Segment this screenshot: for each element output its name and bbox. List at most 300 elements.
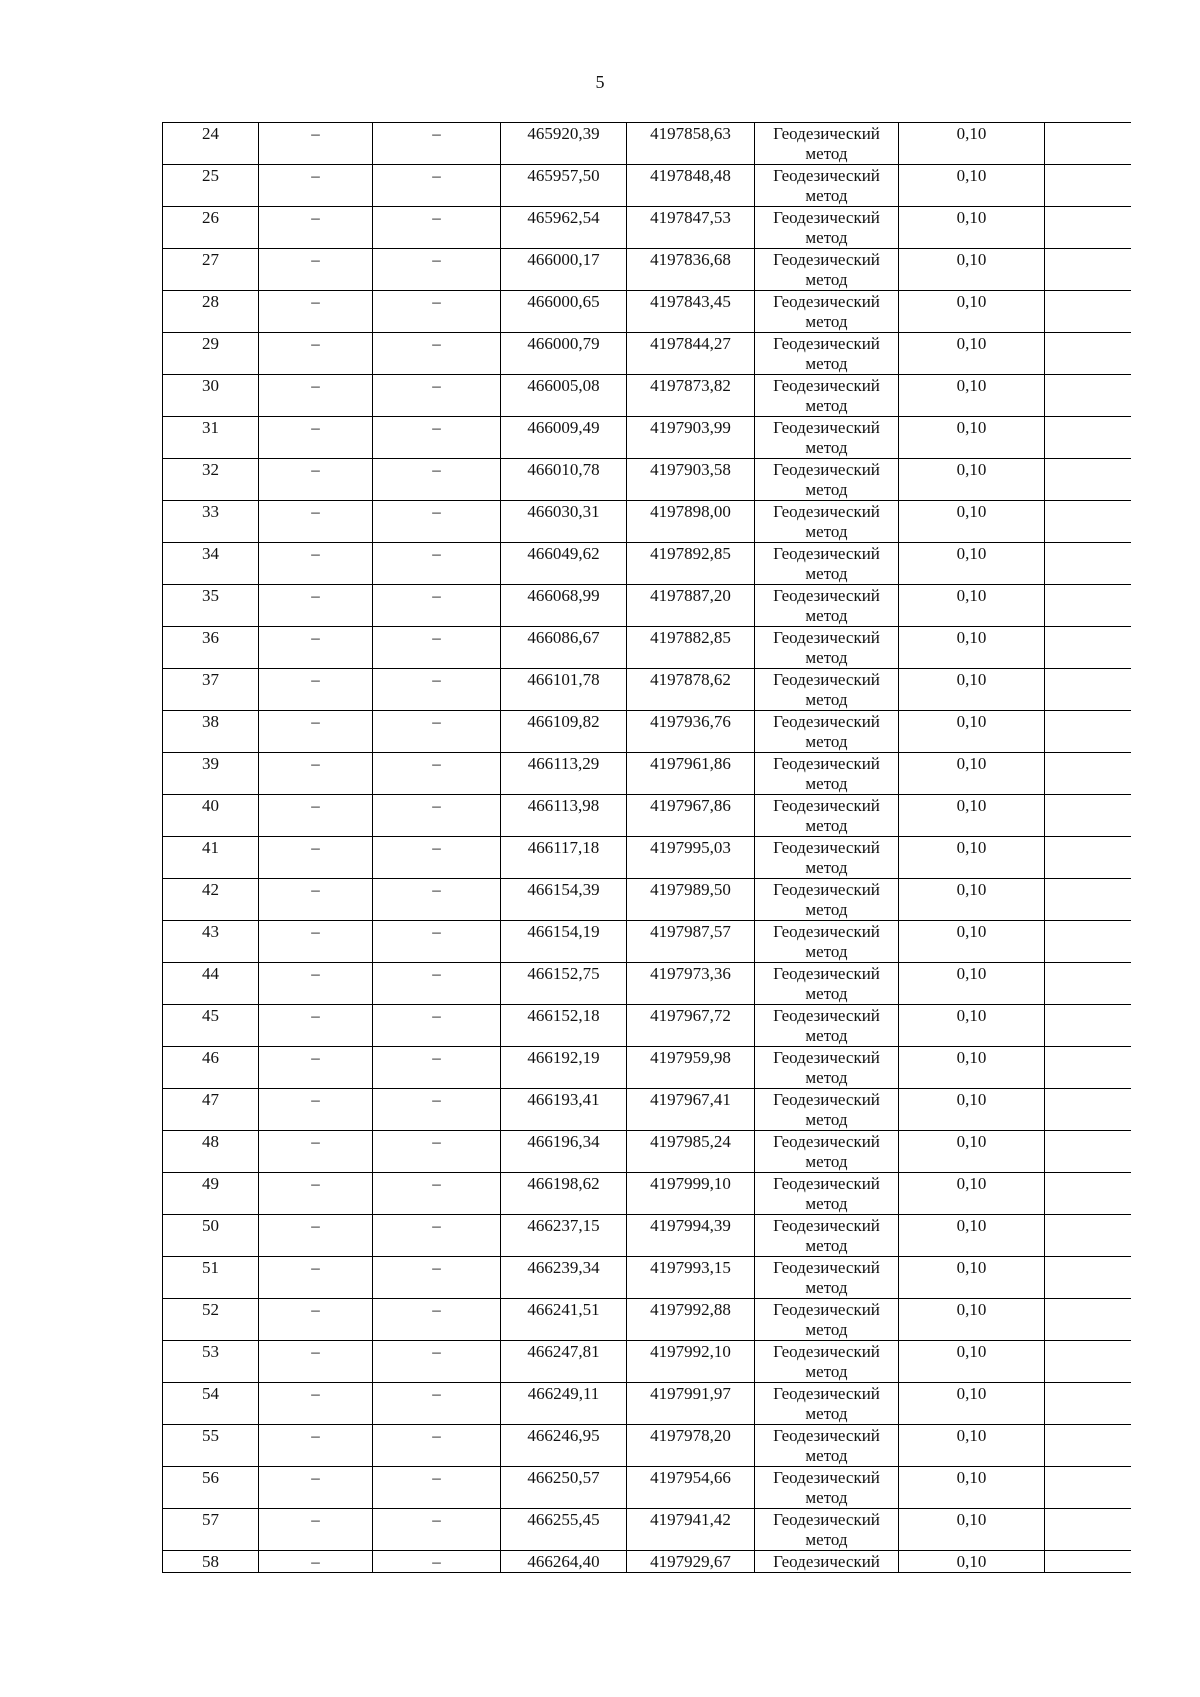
y-coordinate-cell: 4197993,15 <box>627 1257 755 1299</box>
method-line-1: Геодезический <box>773 1342 880 1361</box>
method-line-1: Геодезический <box>773 502 880 521</box>
y-coordinate-cell: 4197903,99 <box>627 417 755 459</box>
y-coordinate-cell: 4197882,85 <box>627 627 755 669</box>
accuracy-cell: 0,10 <box>899 921 1045 963</box>
y-coordinate-cell: 4197873,82 <box>627 375 755 417</box>
y-coordinate-cell: 4197995,03 <box>627 837 755 879</box>
table-row <box>163 291 1131 333</box>
empty-cell <box>1045 1425 1131 1467</box>
x-coordinate-cell: 466192,19 <box>501 1047 627 1089</box>
dash-cell-b: – <box>373 1257 501 1299</box>
accuracy-cell: 0,10 <box>899 333 1045 375</box>
point-number-cell: 43 <box>163 921 259 963</box>
table-row <box>163 753 1131 795</box>
empty-cell <box>1045 501 1131 543</box>
dash-cell-b: – <box>373 123 501 165</box>
x-coordinate-cell: 465920,39 <box>501 123 627 165</box>
empty-cell <box>1045 921 1131 963</box>
method-line-1: Геодезический <box>773 166 880 185</box>
point-number-cell: 53 <box>163 1341 259 1383</box>
dash-cell-a: – <box>259 165 373 207</box>
method-cell <box>755 1089 899 1131</box>
x-coordinate-cell: 465957,50 <box>501 165 627 207</box>
method-line-1: Геодезический <box>773 1216 880 1235</box>
empty-cell <box>1045 417 1131 459</box>
dash-cell-a: – <box>259 627 373 669</box>
dash-cell-b: – <box>373 291 501 333</box>
point-number-cell: 40 <box>163 795 259 837</box>
table-row <box>163 123 1131 165</box>
table-row <box>163 627 1131 669</box>
accuracy-cell: 0,10 <box>899 711 1045 753</box>
x-coordinate-cell: 466113,98 <box>501 795 627 837</box>
method-line-1: Геодезический <box>773 880 880 899</box>
x-coordinate-cell: 466247,81 <box>501 1341 627 1383</box>
method-cell <box>755 1425 899 1467</box>
table-row <box>163 1383 1131 1425</box>
dash-cell-a: – <box>259 1131 373 1173</box>
x-coordinate-cell: 466030,31 <box>501 501 627 543</box>
method-cell <box>755 627 899 669</box>
y-coordinate-cell: 4197992,10 <box>627 1341 755 1383</box>
method-line-2: метод <box>805 774 848 793</box>
method-line-1: Геодезический <box>773 628 880 647</box>
empty-cell <box>1045 1131 1131 1173</box>
empty-cell <box>1045 1467 1131 1509</box>
method-line-2: метод <box>805 1026 848 1045</box>
dash-cell-b: – <box>373 795 501 837</box>
empty-cell <box>1045 1173 1131 1215</box>
dash-cell-b: – <box>373 585 501 627</box>
x-coordinate-cell: 466237,15 <box>501 1215 627 1257</box>
empty-cell <box>1045 543 1131 585</box>
method-cell <box>755 501 899 543</box>
y-coordinate-cell: 4197887,20 <box>627 585 755 627</box>
method-line-2: метод <box>805 732 848 751</box>
x-coordinate-cell: 466249,11 <box>501 1383 627 1425</box>
x-coordinate-cell: 466264,40 <box>501 1551 627 1573</box>
table-row <box>163 543 1131 585</box>
dash-cell-a: – <box>259 417 373 459</box>
x-coordinate-cell: 466255,45 <box>501 1509 627 1551</box>
empty-cell <box>1045 1257 1131 1299</box>
dash-cell-a: – <box>259 375 373 417</box>
dash-cell-b: – <box>373 753 501 795</box>
method-cell <box>755 753 899 795</box>
dash-cell-a: – <box>259 543 373 585</box>
empty-cell <box>1045 879 1131 921</box>
method-cell <box>755 543 899 585</box>
dash-cell-b: – <box>373 879 501 921</box>
accuracy-cell: 0,10 <box>899 585 1045 627</box>
x-coordinate-cell: 466068,99 <box>501 585 627 627</box>
accuracy-cell: 0,10 <box>899 1089 1045 1131</box>
y-coordinate-cell: 4197967,72 <box>627 1005 755 1047</box>
table-row <box>163 1173 1131 1215</box>
y-coordinate-cell: 4197878,62 <box>627 669 755 711</box>
method-cell <box>755 711 899 753</box>
method-line-2: метод <box>805 186 848 205</box>
empty-cell <box>1045 249 1131 291</box>
coordinates-table <box>162 122 1131 1573</box>
method-line-1: Геодезический <box>773 1132 880 1151</box>
method-line-1: Геодезический <box>773 1174 880 1193</box>
x-coordinate-cell: 466193,41 <box>501 1089 627 1131</box>
dash-cell-a: – <box>259 1509 373 1551</box>
point-number-cell: 31 <box>163 417 259 459</box>
y-coordinate-cell: 4197929,67 <box>627 1551 755 1573</box>
table-row <box>163 1047 1131 1089</box>
empty-cell <box>1045 963 1131 1005</box>
method-cell <box>755 1047 899 1089</box>
accuracy-cell: 0,10 <box>899 1173 1045 1215</box>
dash-cell-b: – <box>373 459 501 501</box>
x-coordinate-cell: 465962,54 <box>501 207 627 249</box>
accuracy-cell: 0,10 <box>899 165 1045 207</box>
method-line-1: Геодезический <box>773 418 880 437</box>
y-coordinate-cell: 4197994,39 <box>627 1215 755 1257</box>
table-body <box>163 123 1131 1573</box>
point-number-cell: 47 <box>163 1089 259 1131</box>
table-row <box>163 921 1131 963</box>
method-cell <box>755 1005 899 1047</box>
point-number-cell: 32 <box>163 459 259 501</box>
x-coordinate-cell: 466250,57 <box>501 1467 627 1509</box>
accuracy-cell: 0,10 <box>899 375 1045 417</box>
empty-cell <box>1045 627 1131 669</box>
dash-cell-b: – <box>373 501 501 543</box>
point-number-cell: 30 <box>163 375 259 417</box>
dash-cell-a: – <box>259 1215 373 1257</box>
dash-cell-b: – <box>373 1383 501 1425</box>
x-coordinate-cell: 466000,65 <box>501 291 627 333</box>
accuracy-cell: 0,10 <box>899 1215 1045 1257</box>
accuracy-cell: 0,10 <box>899 1131 1045 1173</box>
dash-cell-b: – <box>373 165 501 207</box>
point-number-cell: 56 <box>163 1467 259 1509</box>
empty-cell <box>1045 1509 1131 1551</box>
table-row <box>163 963 1131 1005</box>
empty-cell <box>1045 1005 1131 1047</box>
empty-cell <box>1045 669 1131 711</box>
empty-cell <box>1045 1299 1131 1341</box>
dash-cell-b: – <box>373 1173 501 1215</box>
point-number-cell: 57 <box>163 1509 259 1551</box>
method-line-2: метод <box>805 858 848 877</box>
table-row <box>163 1299 1131 1341</box>
accuracy-cell: 0,10 <box>899 1005 1045 1047</box>
table-row <box>163 1215 1131 1257</box>
table-row <box>163 207 1131 249</box>
point-number-cell: 26 <box>163 207 259 249</box>
dash-cell-a: – <box>259 669 373 711</box>
accuracy-cell: 0,10 <box>899 207 1045 249</box>
point-number-cell: 42 <box>163 879 259 921</box>
dash-cell-b: – <box>373 417 501 459</box>
method-cell <box>755 837 899 879</box>
method-line-1: Геодезический <box>773 796 880 815</box>
method-cell <box>755 123 899 165</box>
dash-cell-a: – <box>259 501 373 543</box>
method-line-1: Геодезический <box>773 1048 880 1067</box>
point-number-cell: 36 <box>163 627 259 669</box>
x-coordinate-cell: 466152,18 <box>501 1005 627 1047</box>
dash-cell-b: – <box>373 627 501 669</box>
dash-cell-a: – <box>259 1341 373 1383</box>
x-coordinate-cell: 466000,79 <box>501 333 627 375</box>
method-line-2: метод <box>805 396 848 415</box>
point-number-cell: 24 <box>163 123 259 165</box>
method-line-1: Геодезический <box>773 1552 880 1571</box>
empty-cell <box>1045 1047 1131 1089</box>
accuracy-cell: 0,10 <box>899 1383 1045 1425</box>
method-cell <box>755 1299 899 1341</box>
dash-cell-a: – <box>259 1383 373 1425</box>
method-cell <box>755 1257 899 1299</box>
y-coordinate-cell: 4197992,88 <box>627 1299 755 1341</box>
dash-cell-a: – <box>259 459 373 501</box>
table-row <box>163 1089 1131 1131</box>
y-coordinate-cell: 4197973,36 <box>627 963 755 1005</box>
y-coordinate-cell: 4197898,00 <box>627 501 755 543</box>
method-cell <box>755 249 899 291</box>
y-coordinate-cell: 4197844,27 <box>627 333 755 375</box>
accuracy-cell: 0,10 <box>899 1551 1045 1573</box>
empty-cell <box>1045 1551 1131 1573</box>
method-cell <box>755 879 899 921</box>
point-number-cell: 33 <box>163 501 259 543</box>
table-row <box>163 1551 1131 1573</box>
method-line-2: метод <box>805 942 848 961</box>
accuracy-cell: 0,10 <box>899 753 1045 795</box>
method-line-1: Геодезический <box>773 670 880 689</box>
method-line-1: Геодезический <box>773 586 880 605</box>
method-line-2: метод <box>805 438 848 457</box>
point-number-cell: 52 <box>163 1299 259 1341</box>
x-coordinate-cell: 466049,62 <box>501 543 627 585</box>
dash-cell-b: – <box>373 711 501 753</box>
empty-cell <box>1045 837 1131 879</box>
method-line-2: метод <box>805 270 848 289</box>
x-coordinate-cell: 466117,18 <box>501 837 627 879</box>
empty-cell <box>1045 1215 1131 1257</box>
dash-cell-a: – <box>259 1089 373 1131</box>
dash-cell-b: – <box>373 669 501 711</box>
empty-cell <box>1045 1089 1131 1131</box>
method-line-2: метод <box>805 1488 848 1507</box>
empty-cell <box>1045 207 1131 249</box>
y-coordinate-cell: 4197999,10 <box>627 1173 755 1215</box>
x-coordinate-cell: 466198,62 <box>501 1173 627 1215</box>
point-number-cell: 44 <box>163 963 259 1005</box>
method-cell <box>755 1131 899 1173</box>
dash-cell-a: – <box>259 291 373 333</box>
method-line-2: метод <box>805 984 848 1003</box>
point-number-cell: 51 <box>163 1257 259 1299</box>
method-line-2: метод <box>805 228 848 247</box>
method-cell <box>755 963 899 1005</box>
method-line-2: метод <box>805 1404 848 1423</box>
point-number-cell: 38 <box>163 711 259 753</box>
accuracy-cell: 0,10 <box>899 837 1045 879</box>
dash-cell-b: – <box>373 963 501 1005</box>
accuracy-cell: 0,10 <box>899 1341 1045 1383</box>
method-cell <box>755 585 899 627</box>
method-cell <box>755 375 899 417</box>
y-coordinate-cell: 4197903,58 <box>627 459 755 501</box>
accuracy-cell: 0,10 <box>899 417 1045 459</box>
y-coordinate-cell: 4197954,66 <box>627 1467 755 1509</box>
dash-cell-a: – <box>259 1005 373 1047</box>
dash-cell-a: – <box>259 711 373 753</box>
page-number: 5 <box>595 72 605 92</box>
x-coordinate-cell: 466154,39 <box>501 879 627 921</box>
y-coordinate-cell: 4197989,50 <box>627 879 755 921</box>
method-cell <box>755 333 899 375</box>
point-number-cell: 58 <box>163 1551 259 1573</box>
empty-cell <box>1045 795 1131 837</box>
y-coordinate-cell: 4197959,98 <box>627 1047 755 1089</box>
method-line-1: Геодезический <box>773 1006 880 1025</box>
method-cell <box>755 1383 899 1425</box>
point-number-cell: 45 <box>163 1005 259 1047</box>
method-line-2: метод <box>805 1320 848 1339</box>
method-line-2: метод <box>805 1278 848 1297</box>
accuracy-cell: 0,10 <box>899 1467 1045 1509</box>
table-row <box>163 669 1131 711</box>
y-coordinate-cell: 4197961,86 <box>627 753 755 795</box>
empty-cell <box>1045 585 1131 627</box>
accuracy-cell: 0,10 <box>899 459 1045 501</box>
x-coordinate-cell: 466010,78 <box>501 459 627 501</box>
accuracy-cell: 0,10 <box>899 1509 1045 1551</box>
method-line-2: метод <box>805 522 848 541</box>
accuracy-cell: 0,10 <box>899 501 1045 543</box>
empty-cell <box>1045 291 1131 333</box>
accuracy-cell: 0,10 <box>899 1257 1045 1299</box>
method-line-2: метод <box>805 1362 848 1381</box>
method-line-1: Геодезический <box>773 964 880 983</box>
empty-cell <box>1045 375 1131 417</box>
dash-cell-b: – <box>373 1005 501 1047</box>
accuracy-cell: 0,10 <box>899 291 1045 333</box>
method-cell <box>755 1551 899 1573</box>
point-number-cell: 55 <box>163 1425 259 1467</box>
point-number-cell: 49 <box>163 1173 259 1215</box>
dash-cell-b: – <box>373 543 501 585</box>
dash-cell-a: – <box>259 921 373 963</box>
y-coordinate-cell: 4197843,45 <box>627 291 755 333</box>
method-line-2: метод <box>805 144 848 163</box>
y-coordinate-cell: 4197941,42 <box>627 1509 755 1551</box>
method-line-2: метод <box>805 606 848 625</box>
y-coordinate-cell: 4197858,63 <box>627 123 755 165</box>
dash-cell-b: – <box>373 1467 501 1509</box>
dash-cell-a: – <box>259 1299 373 1341</box>
accuracy-cell: 0,10 <box>899 249 1045 291</box>
x-coordinate-cell: 466113,29 <box>501 753 627 795</box>
y-coordinate-cell: 4197967,41 <box>627 1089 755 1131</box>
y-coordinate-cell: 4197836,68 <box>627 249 755 291</box>
method-line-1: Геодезический <box>773 334 880 353</box>
accuracy-cell: 0,10 <box>899 795 1045 837</box>
dash-cell-a: – <box>259 1467 373 1509</box>
accuracy-cell: 0,10 <box>899 1047 1045 1089</box>
dash-cell-b: – <box>373 1215 501 1257</box>
method-cell <box>755 1173 899 1215</box>
x-coordinate-cell: 466246,95 <box>501 1425 627 1467</box>
point-number-cell: 46 <box>163 1047 259 1089</box>
method-cell <box>755 417 899 459</box>
method-line-2: метод <box>805 1446 848 1465</box>
method-line-1: Геодезический <box>773 376 880 395</box>
y-coordinate-cell: 4197991,97 <box>627 1383 755 1425</box>
accuracy-cell: 0,10 <box>899 669 1045 711</box>
x-coordinate-cell: 466196,34 <box>501 1131 627 1173</box>
accuracy-cell: 0,10 <box>899 963 1045 1005</box>
table-row <box>163 585 1131 627</box>
dash-cell-a: – <box>259 333 373 375</box>
method-line-2: метод <box>805 648 848 667</box>
y-coordinate-cell: 4197848,48 <box>627 165 755 207</box>
method-cell <box>755 921 899 963</box>
method-line-2: метод <box>805 1530 848 1549</box>
y-coordinate-cell: 4197987,57 <box>627 921 755 963</box>
method-line-2: метод <box>805 480 848 499</box>
x-coordinate-cell: 466241,51 <box>501 1299 627 1341</box>
method-line-1: Геодезический <box>773 208 880 227</box>
table-row <box>163 501 1131 543</box>
dash-cell-a: – <box>259 123 373 165</box>
method-line-2: метод <box>805 816 848 835</box>
point-number-cell: 48 <box>163 1131 259 1173</box>
dash-cell-b: – <box>373 1509 501 1551</box>
x-coordinate-cell: 466009,49 <box>501 417 627 459</box>
dash-cell-b: – <box>373 1551 501 1573</box>
y-coordinate-cell: 4197967,86 <box>627 795 755 837</box>
accuracy-cell: 0,10 <box>899 123 1045 165</box>
method-cell <box>755 795 899 837</box>
method-line-2: метод <box>805 690 848 709</box>
x-coordinate-cell: 466086,67 <box>501 627 627 669</box>
dash-cell-b: – <box>373 1341 501 1383</box>
empty-cell <box>1045 123 1131 165</box>
method-line-1: Геодезический <box>773 544 880 563</box>
dash-cell-b: – <box>373 1089 501 1131</box>
method-line-1: Геодезический <box>773 754 880 773</box>
x-coordinate-cell: 466152,75 <box>501 963 627 1005</box>
method-line-1: Геодезический <box>773 838 880 857</box>
method-line-2: метод <box>805 1236 848 1255</box>
dash-cell-a: – <box>259 963 373 1005</box>
dash-cell-a: – <box>259 837 373 879</box>
method-cell <box>755 291 899 333</box>
table-row <box>163 1509 1131 1551</box>
table-row <box>163 165 1131 207</box>
point-number-cell: 29 <box>163 333 259 375</box>
table-row <box>163 459 1131 501</box>
method-line-1: Геодезический <box>773 460 880 479</box>
method-line-1: Геодезический <box>773 1468 880 1487</box>
dash-cell-b: – <box>373 1131 501 1173</box>
y-coordinate-cell: 4197978,20 <box>627 1425 755 1467</box>
method-line-2: метод <box>805 564 848 583</box>
x-coordinate-cell: 466000,17 <box>501 249 627 291</box>
method-cell <box>755 1341 899 1383</box>
point-number-cell: 34 <box>163 543 259 585</box>
table-row <box>163 249 1131 291</box>
method-cell <box>755 207 899 249</box>
